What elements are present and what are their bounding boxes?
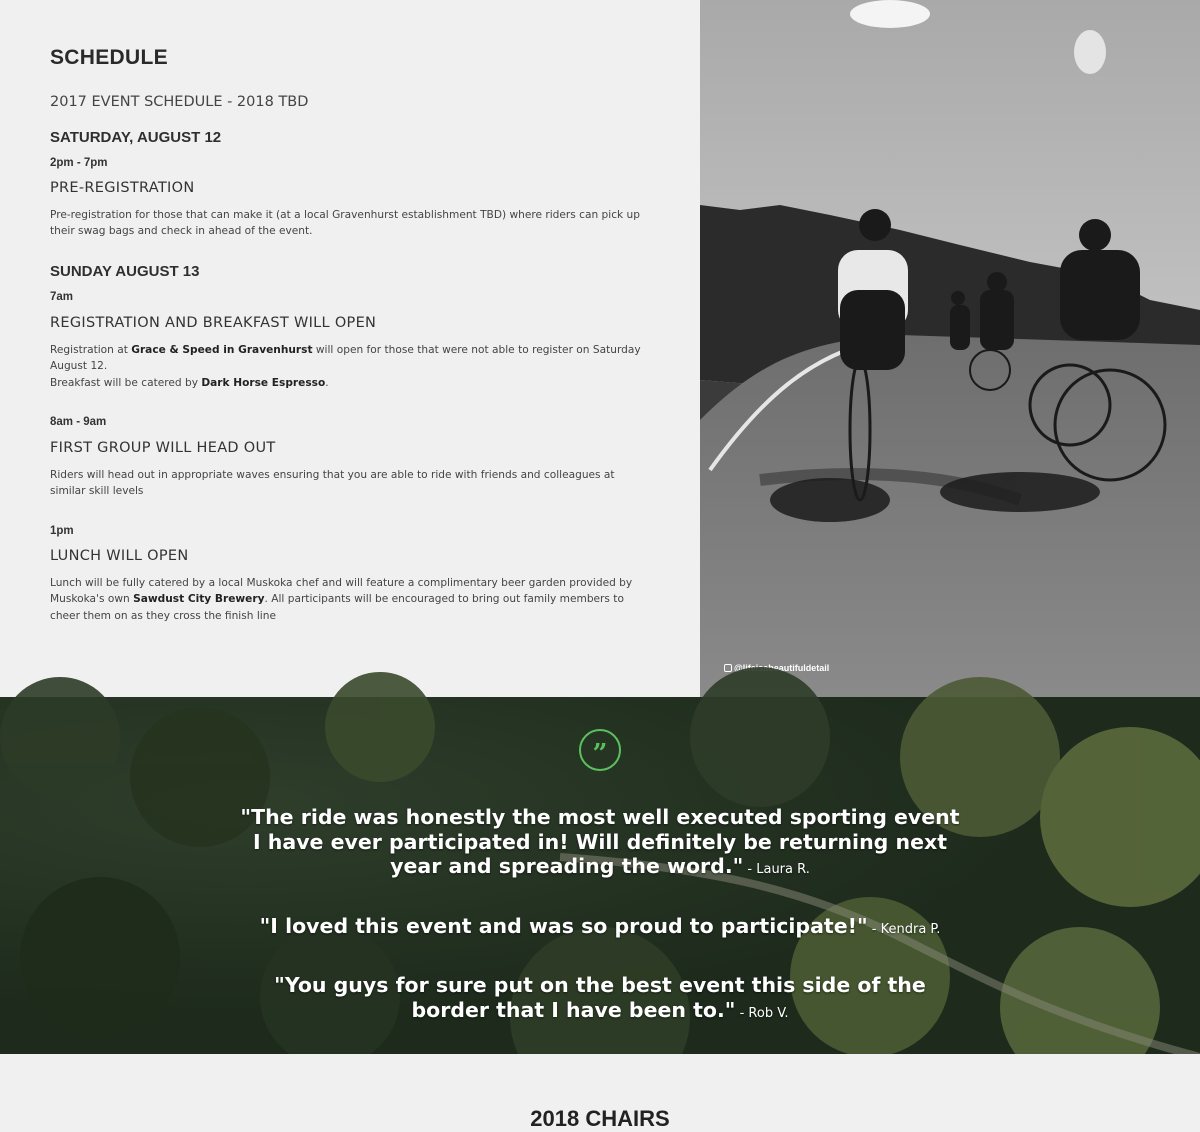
event-description	[50, 342, 650, 391]
event-time: 2pm - 7pm	[50, 157, 108, 169]
testimonial-author: - Kendra P.	[867, 921, 941, 937]
day-heading-saturday: SATURDAY, AUGUST 12	[50, 129, 222, 146]
schedule-panel	[0, 0, 700, 697]
testimonial	[240, 973, 960, 1026]
desc-text: .	[325, 376, 329, 389]
testimonial	[240, 805, 960, 883]
quote-icon: ”	[579, 729, 621, 771]
venue-name: Grace & Speed in Gravenhurst	[131, 344, 313, 356]
cyclists-image	[700, 0, 1200, 697]
day-heading-sunday: SUNDAY AUGUST 13	[50, 263, 200, 280]
event-time: 7am	[50, 291, 74, 303]
desc-text: Lunch will be fully catered by a local Muskoka chef and will feature a complimentary beer garden provided by Muskoka's own	[50, 577, 633, 606]
testimonials-section	[0, 697, 1200, 1054]
desc-text: Breakfast will be catered by	[50, 376, 202, 389]
testimonial-list	[240, 805, 960, 1057]
event-time: 1pm	[50, 525, 74, 537]
testimonial-author: - Rob V.	[735, 1005, 789, 1021]
desc-text: Registration at	[50, 344, 132, 356]
schedule-subtitle: 2017 EVENT SCHEDULE - 2018 TBD	[50, 94, 309, 110]
cyclists-photo	[700, 0, 1200, 697]
event-description: Pre-registration for those that can make it (at a local Gravenhurst establishment TBD) where riders can pick up their swag bags and check in ahead of the event.	[50, 209, 640, 238]
desc-text: will open for those that were not able to register on Saturday August 12.	[50, 344, 641, 373]
testimonial-text: "You guys for sure put on the best event this side of the border that I have been to."	[274, 973, 926, 1022]
event-time: 8am - 9am	[50, 416, 107, 428]
testimonial	[240, 914, 960, 943]
chairs-section	[0, 1054, 1200, 1131]
desc-text: . All participants will be encouraged to bring out family members to cheer them on as they cross the finish line	[50, 593, 624, 622]
brewery-name: Sawdust City Brewery	[133, 593, 265, 606]
event-title: LUNCH WILL OPEN	[50, 548, 189, 564]
event-title: FIRST GROUP WILL HEAD OUT	[50, 440, 276, 456]
caterer-name: Dark Horse Espresso	[201, 376, 326, 389]
chairs-title: 2018 CHAIRS	[530, 1106, 670, 1131]
photo-credit-handle: @lifeisabeautifuldetail	[734, 663, 830, 673]
event-title: REGISTRATION AND BREAKFAST WILL OPEN	[50, 315, 377, 331]
testimonial-author: - Laura R.	[743, 862, 810, 877]
testimonial-text: "The ride was honestly the most well executed sporting event I have ever participated in! Will definitely be returning next year and spreading the word."	[240, 805, 960, 878]
instagram-icon	[724, 664, 732, 672]
event-description	[50, 575, 650, 624]
event-description: Riders will head out in appropriate waves ensuring that you are able to ride with friends and colleagues at similar skill levels	[50, 469, 615, 498]
schedule-title: SCHEDULE	[50, 46, 168, 69]
event-title: PRE-REGISTRATION	[50, 180, 195, 196]
testimonial-text: "I loved this event and was so proud to participate!"	[259, 913, 868, 938]
